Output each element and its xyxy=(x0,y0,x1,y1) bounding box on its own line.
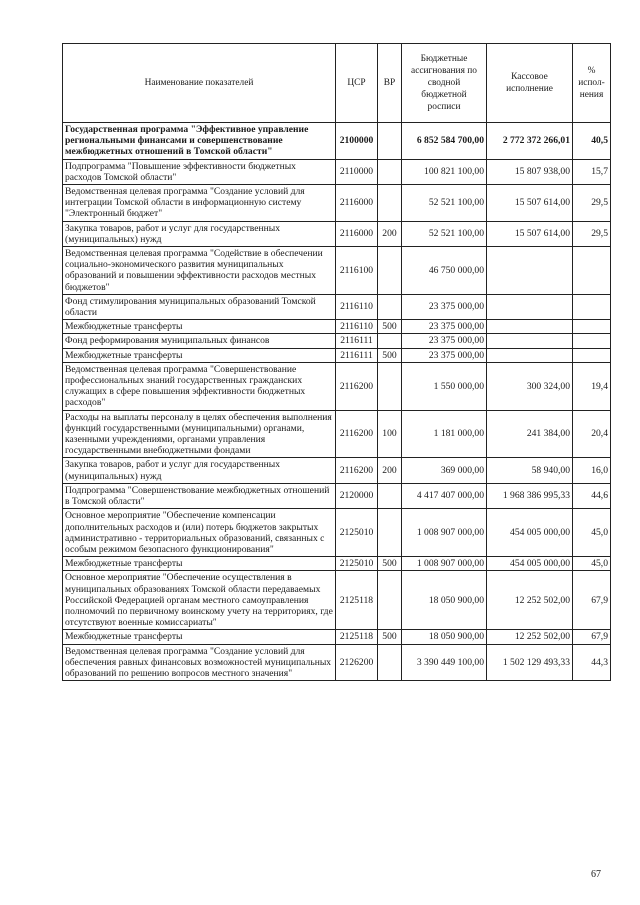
row-percent xyxy=(573,348,611,362)
table-row xyxy=(63,509,611,557)
row-csr: 2116100 xyxy=(336,247,378,295)
row-csr: 2125010 xyxy=(336,557,378,571)
row-percent: 20,4 xyxy=(573,410,611,458)
row-name: Ведомственная целевая программа "Содействие в обеспечении социально-экономического развития муниципальных образований и повышении эффективности расходов местных бюджетов" xyxy=(63,247,336,295)
row-cash-execution: 15 507 614,00 xyxy=(487,221,573,246)
table-row xyxy=(63,123,611,160)
row-percent xyxy=(573,247,611,295)
row-name: Межбюджетные трансферты xyxy=(63,630,336,644)
row-percent: 45,0 xyxy=(573,557,611,571)
row-allocation: 1 181 000,00 xyxy=(402,410,487,458)
row-allocation: 23 375 000,00 xyxy=(402,320,487,334)
header-csr: ЦСР xyxy=(336,44,378,123)
row-vr: 500 xyxy=(378,348,402,362)
row-csr: 2110000 xyxy=(336,159,378,184)
row-vr xyxy=(378,483,402,508)
header-allocations: Бюджетные ассигнования по сводной бюджетной росписи xyxy=(402,44,487,123)
row-csr: 2116000 xyxy=(336,185,378,222)
table-row xyxy=(63,294,611,319)
row-cash-execution xyxy=(487,334,573,348)
row-vr: 500 xyxy=(378,320,402,334)
row-cash-execution: 1 502 129 493,33 xyxy=(487,644,573,681)
table-row xyxy=(63,571,611,630)
row-name: Подпрограмма "Совершенствование межбюджетных отношений в Томской области" xyxy=(63,483,336,508)
row-percent: 29,5 xyxy=(573,185,611,222)
row-allocation: 6 852 584 700,00 xyxy=(402,123,487,160)
row-percent xyxy=(573,294,611,319)
row-name: Фонд реформирования муниципальных финансов xyxy=(63,334,336,348)
row-name: Расходы на выплаты персоналу в целях обеспечения выполнения функций государственными (муниципальными) органами, казенными учреждениями, органами управления государственными внебюджетными фондами xyxy=(63,410,336,458)
table-row xyxy=(63,159,611,184)
row-allocation: 1 550 000,00 xyxy=(402,362,487,410)
row-vr: 200 xyxy=(378,458,402,483)
row-csr: 2120000 xyxy=(336,483,378,508)
budget-execution-table xyxy=(62,43,611,681)
table-row xyxy=(63,458,611,483)
row-percent: 40,5 xyxy=(573,123,611,160)
row-cash-execution xyxy=(487,294,573,319)
row-allocation: 23 375 000,00 xyxy=(402,294,487,319)
row-vr xyxy=(378,159,402,184)
row-vr xyxy=(378,509,402,557)
row-allocation: 23 375 000,00 xyxy=(402,334,487,348)
row-allocation: 46 750 000,00 xyxy=(402,247,487,295)
row-vr xyxy=(378,185,402,222)
row-allocation: 18 050 900,00 xyxy=(402,571,487,630)
row-percent: 67,9 xyxy=(573,571,611,630)
row-cash-execution: 15 807 938,00 xyxy=(487,159,573,184)
row-name: Государственная программа "Эффективное управление региональными финансами и совершенствование межбюджетных отношений в Томской области" xyxy=(63,123,336,160)
row-name: Межбюджетные трансферты xyxy=(63,348,336,362)
row-csr: 2116110 xyxy=(336,294,378,319)
row-allocation: 3 390 449 100,00 xyxy=(402,644,487,681)
row-csr: 2116200 xyxy=(336,458,378,483)
row-csr: 2116200 xyxy=(336,362,378,410)
row-cash-execution: 1 968 386 995,33 xyxy=(487,483,573,508)
row-allocation: 4 417 407 000,00 xyxy=(402,483,487,508)
row-cash-execution: 300 324,00 xyxy=(487,362,573,410)
row-allocation: 52 521 100,00 xyxy=(402,221,487,246)
row-csr: 2116000 xyxy=(336,221,378,246)
row-cash-execution: 454 005 000,00 xyxy=(487,557,573,571)
row-name: Основное мероприятие "Обеспечение компенсации дополнительных расходов и (или) потерь бюджетов закрытых административно - территориальных образований, связанных с особым режимом безопасного функционирования" xyxy=(63,509,336,557)
table-row xyxy=(63,410,611,458)
row-cash-execution: 12 252 502,00 xyxy=(487,630,573,644)
row-name: Подпрограмма "Повышение эффективности бюджетных расходов Томской области" xyxy=(63,159,336,184)
row-vr xyxy=(378,247,402,295)
header-vr: ВР xyxy=(378,44,402,123)
row-allocation: 18 050 900,00 xyxy=(402,630,487,644)
row-cash-execution xyxy=(487,348,573,362)
row-name: Ведомственная целевая программа "Совершенствование профессиональных знаний государственных гражданских служащих в сфере повышения эффективности бюджетных расходов" xyxy=(63,362,336,410)
row-vr xyxy=(378,294,402,319)
header-name: Наименование показателей xyxy=(63,44,336,123)
table-row xyxy=(63,644,611,681)
table-row xyxy=(63,334,611,348)
row-name: Ведомственная целевая программа "Создание условий для обеспечения равных финансовых возможностей муниципальных образований по решению вопросов местного значения" xyxy=(63,644,336,681)
row-csr: 2116111 xyxy=(336,348,378,362)
row-cash-execution xyxy=(487,320,573,334)
row-name: Закупка товаров, работ и услуг для государственных (муниципальных) нужд xyxy=(63,458,336,483)
row-vr xyxy=(378,123,402,160)
row-allocation: 52 521 100,00 xyxy=(402,185,487,222)
row-name: Межбюджетные трансферты xyxy=(63,320,336,334)
row-allocation: 369 000,00 xyxy=(402,458,487,483)
header-cash: Кассовое исполнение xyxy=(487,44,573,123)
table-row xyxy=(63,557,611,571)
row-percent: 16,0 xyxy=(573,458,611,483)
row-percent: 67,9 xyxy=(573,630,611,644)
row-percent: 19,4 xyxy=(573,362,611,410)
row-vr xyxy=(378,362,402,410)
row-allocation: 1 008 907 000,00 xyxy=(402,557,487,571)
row-vr: 100 xyxy=(378,410,402,458)
row-name: Фонд стимулирования муниципальных образований Томской области xyxy=(63,294,336,319)
row-cash-execution: 15 507 614,00 xyxy=(487,185,573,222)
table-row xyxy=(63,362,611,410)
row-vr: 500 xyxy=(378,557,402,571)
table-row xyxy=(63,348,611,362)
row-percent: 15,7 xyxy=(573,159,611,184)
table-row xyxy=(63,221,611,246)
row-csr: 2125118 xyxy=(336,630,378,644)
table-row xyxy=(63,247,611,295)
page-number: 67 xyxy=(591,869,601,880)
row-name: Ведомственная целевая программа "Создание условий для интеграции Томской области в информационную систему "Электронный бюджет" xyxy=(63,185,336,222)
row-cash-execution: 58 940,00 xyxy=(487,458,573,483)
row-vr xyxy=(378,644,402,681)
row-csr: 2125010 xyxy=(336,509,378,557)
row-name: Межбюджетные трансферты xyxy=(63,557,336,571)
row-percent xyxy=(573,320,611,334)
row-vr: 500 xyxy=(378,630,402,644)
row-csr: 2125118 xyxy=(336,571,378,630)
row-percent: 45,0 xyxy=(573,509,611,557)
row-csr: 2116200 xyxy=(336,410,378,458)
table-header-row xyxy=(63,44,611,123)
row-allocation: 23 375 000,00 xyxy=(402,348,487,362)
table-row xyxy=(63,320,611,334)
row-csr: 2116111 xyxy=(336,334,378,348)
row-csr: 2126200 xyxy=(336,644,378,681)
row-allocation: 1 008 907 000,00 xyxy=(402,509,487,557)
row-vr: 200 xyxy=(378,221,402,246)
row-name: Закупка товаров, работ и услуг для государственных (муниципальных) нужд xyxy=(63,221,336,246)
table-row xyxy=(63,483,611,508)
row-percent: 44,6 xyxy=(573,483,611,508)
row-cash-execution: 2 772 372 266,01 xyxy=(487,123,573,160)
row-cash-execution xyxy=(487,247,573,295)
row-vr xyxy=(378,571,402,630)
header-percent: % испол-нения xyxy=(573,44,611,123)
row-percent xyxy=(573,334,611,348)
row-cash-execution: 241 384,00 xyxy=(487,410,573,458)
row-cash-execution: 454 005 000,00 xyxy=(487,509,573,557)
row-cash-execution: 12 252 502,00 xyxy=(487,571,573,630)
row-csr: 2100000 xyxy=(336,123,378,160)
row-vr xyxy=(378,334,402,348)
row-percent: 29,5 xyxy=(573,221,611,246)
table-row xyxy=(63,630,611,644)
table-row xyxy=(63,185,611,222)
row-name: Основное мероприятие "Обеспечение осуществления в муниципальных образованиях Томской области передаваемых Российской Федерацией органам местного самоуправления полномочий по первичному воинскому учету на территориях, где отсутствуют военные комиссариаты" xyxy=(63,571,336,630)
row-csr: 2116110 xyxy=(336,320,378,334)
row-allocation: 100 821 100,00 xyxy=(402,159,487,184)
row-percent: 44,3 xyxy=(573,644,611,681)
